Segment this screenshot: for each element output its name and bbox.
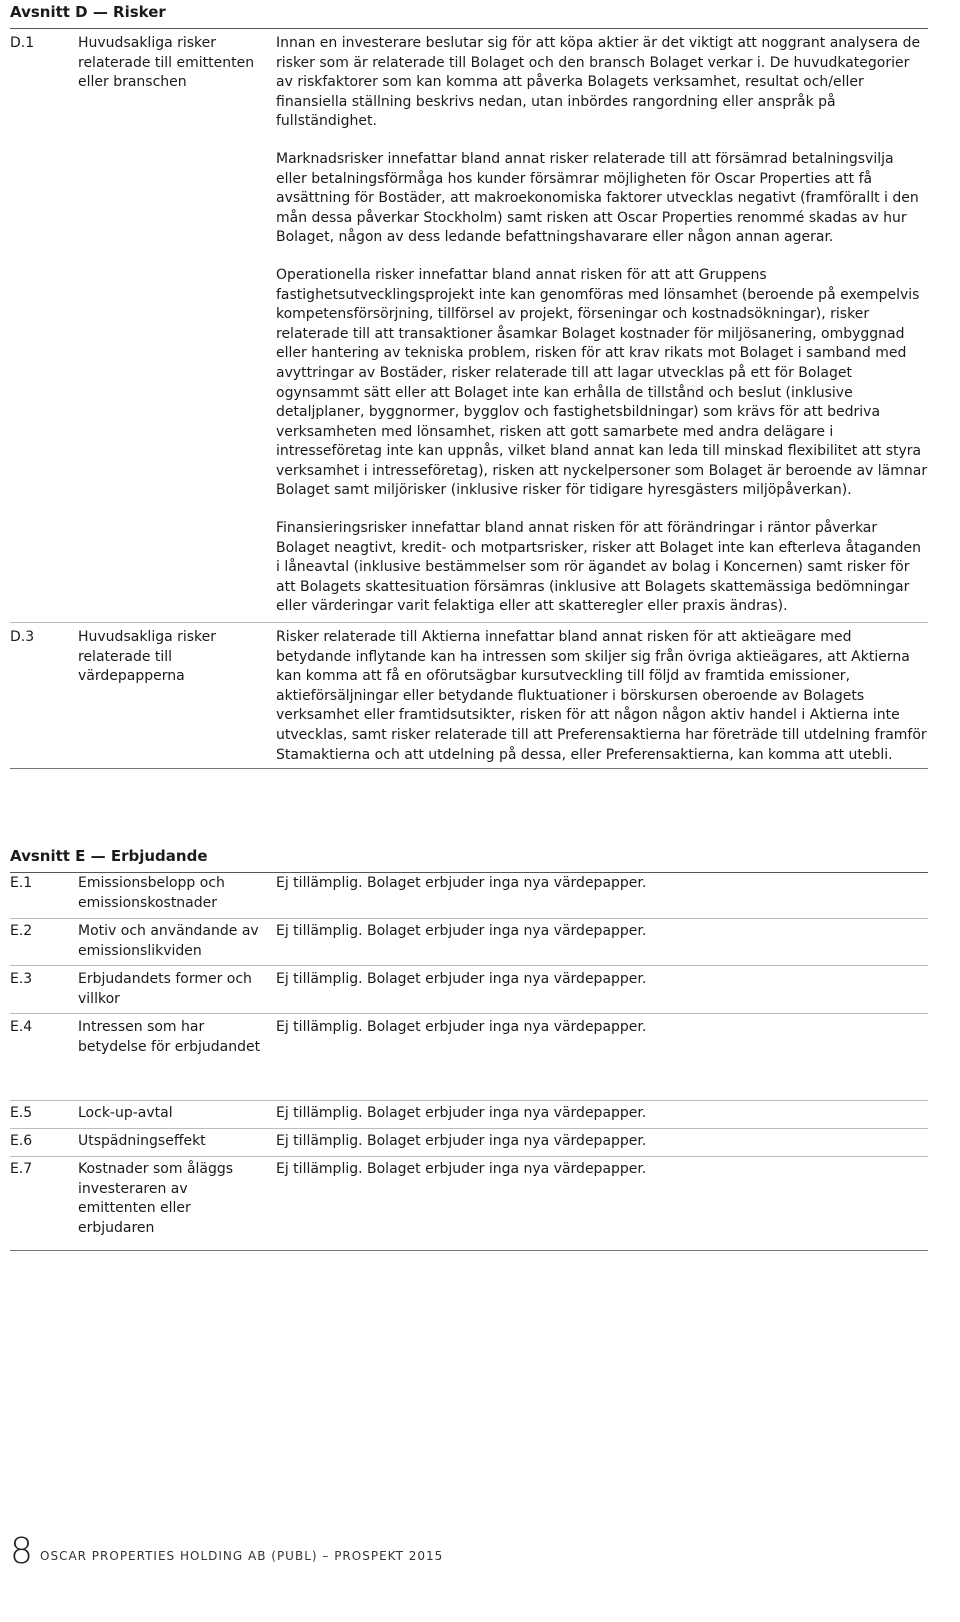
row-label: Intressen som har betydelse för erbjudandet (78, 1019, 261, 1055)
section-e (10, 846, 928, 873)
row-text: Ej tillämplig. Bolaget erbjuder inga nya värdepapper. (276, 875, 647, 891)
row-code: E.2 (10, 923, 33, 939)
row-text: Ej tillämplig. Bolaget erbjuder inga nya värdepapper. (276, 1105, 647, 1121)
row-code: E.1 (10, 875, 33, 891)
divider (10, 1013, 928, 1014)
row-label: Utspädningseffekt (78, 1133, 206, 1149)
section-d-title: Avsnitt D — Risker (10, 2, 928, 29)
section-e-title: Avsnitt E — Erbjudande (10, 846, 928, 873)
row-code: E.5 (10, 1105, 33, 1121)
divider (10, 965, 928, 966)
row-text: Ej tillämplig. Bolaget erbjuder inga nya värdepapper. (276, 1019, 647, 1035)
paragraph: Marknadsrisker innefattar bland annat risker relaterade till att försämrad betalningsvilja eller betalningsförmåga hos kunder försämrar möjligheten för Oscar Properties att få avsättning för Bostäder, att makroekonomiska faktorer utvecklas negativt (framförallt i den mån dessa påverkar Stockholm) samt risken att Oscar Properties renommé skadas av hur Bolaget, någon av dess ledande befattningshavarare eller någon annan agerar. (276, 150, 919, 246)
row-code: E.6 (10, 1133, 33, 1149)
page-number: 8 (10, 1531, 33, 1572)
row-text: Ej tillämplig. Bolaget erbjuder inga nya värdepapper. (276, 971, 647, 987)
row-label: Kostnader som åläggs investeraren av emittenten eller erbjudaren (78, 1161, 234, 1236)
row-code: D.3 (10, 629, 35, 645)
row-code: D.1 (10, 35, 35, 51)
row-label: Lock-up-avtal (78, 1105, 173, 1121)
row-label: Erbjudandets former och villkor (78, 971, 252, 1007)
section-d-end-divider (10, 768, 928, 769)
row-e7 (10, 1160, 928, 1236)
row-e4 (10, 1018, 928, 1098)
divider (10, 1128, 928, 1129)
row-text (276, 34, 928, 635)
row-label: Motiv och användande av emissionslikviden (78, 923, 259, 959)
divider (10, 1100, 928, 1101)
row-text (276, 628, 928, 783)
row-code: E.3 (10, 971, 33, 987)
row-text: Ej tillämplig. Bolaget erbjuder inga nya värdepapper. (276, 1161, 647, 1177)
divider (10, 918, 928, 919)
row-e1 (10, 874, 928, 918)
paragraph: Operationella risker innefattar bland annat risken för att att Gruppens fastighetsutvecklingsprojekt inte kan genomföras med lönsamhet (beroende på exempelvis kompetensförsörjning, tillförsel av projekt, förseningar och kostnadsökningar), risker relaterade till att transaktioner åsamkar Bolaget kostnader för miljösanering, ombyggnad eller hantering av tekniska problem, risken för att krav rikats mot Bolaget i samband med avyttringar av Bostäder, risker relaterade till att lagar utvecklas på ett för Bolaget ogynsammt sätt eller att Bolaget inte kan erhålla de tillstånd och beslut (inklusive detaljplaner, byggnormer, bygglov och fastighetsbildningar) som krävs för att bedriva verksamheten med lönsamhet, risken att gott samarbete med andra delägare i intresseföretag inte kan uppnås, vilket bland annat kan leda till minskad flexibilitet att styra verksamhet i intresseföretag), risken att nyckelpersoner som Bolaget är beroende av lämnar Bolaget samt miljörisker (inklusive risker för tidigare hyresgästers miljöpåverkan). (276, 266, 928, 499)
row-d3 (10, 628, 928, 764)
divider (10, 1156, 928, 1157)
row-e5 (10, 1104, 928, 1126)
row-d1 (10, 34, 928, 624)
paragraph: Risker relaterade till Aktierna innefattar bland annat risken för att aktieägare med betydande inflytande kan ha intressen som skiljer sig från övriga aktieägares, att Aktierna kan komma att få en oförutsägbar kursutveckling till följd av framtida emissioner, aktieförsäljningar eller betydande fluktuationer i börskursen oberoende av Bolagets verksamhet eller framtidsutsikter, risken för att någon någon aktiv handel i Aktierna inte utvecklas, samt risker relaterade till att Preferensaktierna har företräde till utdelning framför Stamaktierna och att utdelning på dessa, eller Preferensaktierna, kan komma att utebli. (276, 629, 927, 763)
row-e3 (10, 970, 928, 1014)
row-e6 (10, 1132, 928, 1154)
section-d (10, 2, 928, 29)
row-label: Huvudsakliga risker relaterade till värdepapperna (78, 629, 217, 685)
divider (10, 622, 928, 623)
row-code: E.4 (10, 1019, 33, 1035)
section-e-end-divider (10, 1250, 928, 1251)
footer-text: OSCAR PROPERTIES HOLDING AB (PUBL) – PROSPEKT 2015 (40, 1549, 444, 1563)
row-code: E.7 (10, 1161, 33, 1177)
paragraph: Finansieringsrisker innefattar bland annat risken för att förändringar i räntor påverkar Bolaget neagtivt, kredit- och motpartsrisker, risker att Bolaget inte kan efterleva åtaganden i låneavtal (inklusive bestämmelser som rör ägandet av bolag i Koncernen) samt risker för att Bolagets skattesituation försämras (inklusive att Bolagets skattemässiga bedömningar eller värderingar varit felaktiga eller att skatteregler eller praxis ändras). (276, 520, 921, 615)
row-label: Huvudsakliga risker relaterade till emittenten eller branschen (78, 35, 255, 91)
row-text: Ej tillämplig. Bolaget erbjuder inga nya värdepapper. (276, 923, 647, 939)
row-e2 (10, 922, 928, 966)
row-text: Ej tillämplig. Bolaget erbjuder inga nya värdepapper. (276, 1133, 647, 1149)
paragraph: Innan en investerare beslutar sig för att köpa aktier är det viktigt att noggrant analysera de risker som är relaterade till Bolaget och den bransch Bolaget verkar i. De huvudkategorier av riskfaktorer som kan komma att påverka Bolagets verksamhet, resultat och/eller finansiella ställning beskrivs nedan, utan inbördes rangordning eller anspråk på fullständighet. (276, 35, 921, 130)
row-label: Emissionsbelopp och emissionskostnader (78, 875, 225, 911)
